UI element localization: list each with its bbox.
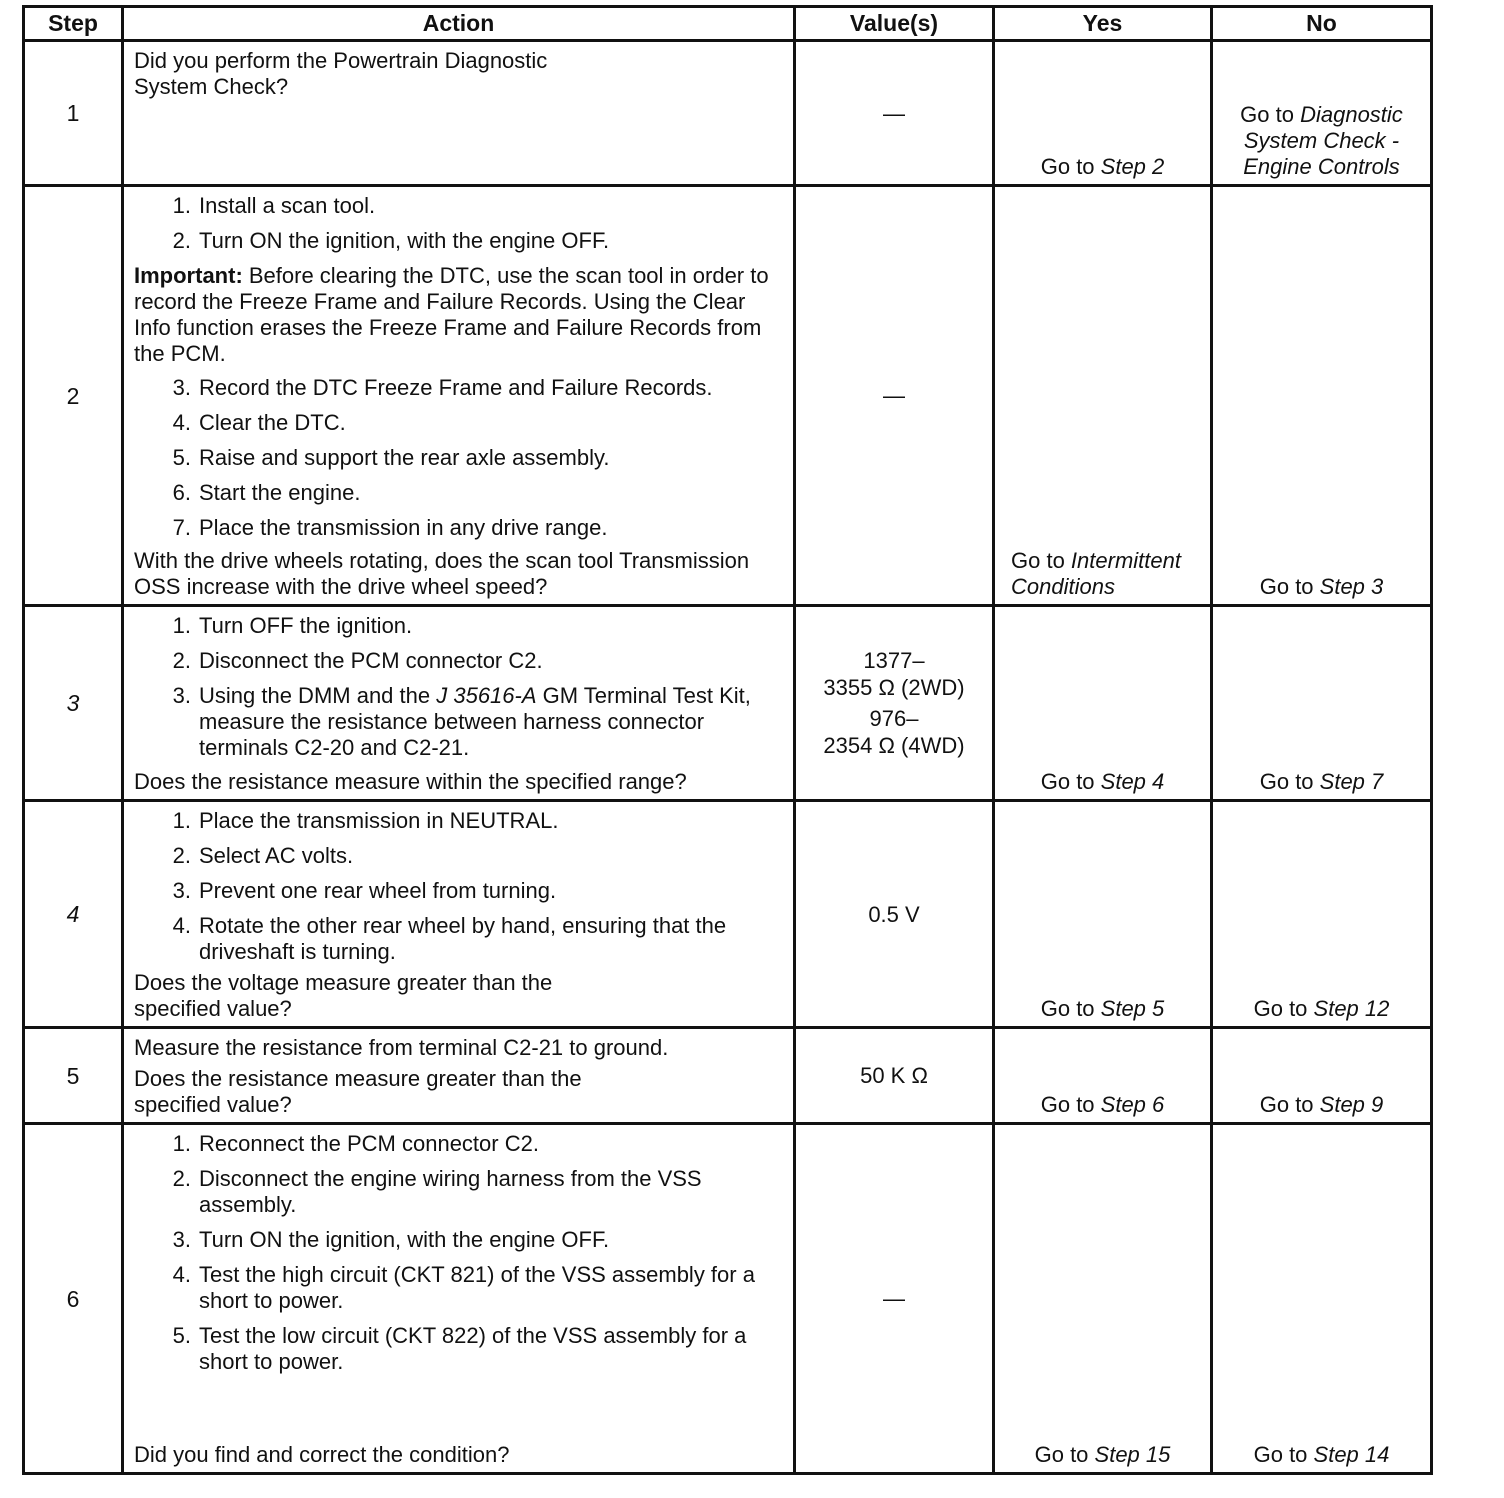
action-list-b — [134, 375, 785, 541]
list-item: 2. Turn ON the ignition, with the engine OFF. — [172, 228, 610, 253]
yes-cell — [994, 1124, 1212, 1474]
list-item: 3. Using the DMM and the J 35616-A GM Terminal Test Kit, measure the resistance between harness connector terminals C2-20 and C2-21. — [172, 683, 751, 760]
value-cell: — — [795, 186, 994, 606]
action-cell — [123, 801, 795, 1028]
list-item: 2. Disconnect the engine wiring harness from the VSS assembly. — [172, 1166, 702, 1217]
yes-step-link[interactable]: Step 2 — [1100, 154, 1165, 179]
no-cell — [1212, 1124, 1432, 1474]
yes-prefix: Go to — [1040, 769, 1101, 794]
list-item: 1. Install a scan tool. — [172, 193, 376, 218]
action-question: Does the resistance measure within the specified range? — [134, 769, 687, 794]
action-cell — [123, 1124, 795, 1474]
no-step-link[interactable]: Step 3 — [1319, 574, 1384, 599]
action-cell — [123, 41, 795, 186]
action-question: Does the voltage measure greater than the specified value? — [134, 970, 553, 1021]
action-question: Did you perform the Powertrain Diagnostic System Check? — [134, 48, 548, 99]
no-step-link[interactable]: Step 7 — [1319, 769, 1384, 794]
action-question: Does the resistance measure greater than the specified value? — [134, 1066, 582, 1117]
tool-number: J 35616-A — [436, 683, 537, 708]
step-number: 1 — [24, 41, 123, 186]
yes-cell — [994, 186, 1212, 606]
list-item: 2. Disconnect the PCM connector C2. — [172, 648, 543, 673]
list-item: 1. Turn OFF the ignition. — [172, 613, 413, 638]
action-list — [134, 613, 785, 761]
header-action: Action — [123, 7, 795, 41]
table-row-step-1 — [24, 41, 1432, 186]
action-cell — [123, 186, 795, 606]
table-row-step-3 — [24, 606, 1432, 801]
action-cell — [123, 1028, 795, 1124]
yes-cell — [994, 606, 1212, 801]
list-item: 4. Clear the DTC. — [172, 410, 346, 435]
no-prefix: Go to — [1259, 574, 1320, 599]
action-question: With the drive wheels rotating, does the scan tool Transmission OSS increase with the drive wheel speed? — [134, 548, 750, 599]
no-step-link[interactable]: Step 9 — [1319, 1092, 1384, 1117]
yes-step-link[interactable]: Step 6 — [1100, 1092, 1165, 1117]
table-row-step-2 — [24, 186, 1432, 606]
important-label: Important: — [134, 263, 243, 288]
no-cell — [1212, 801, 1432, 1028]
value-cell: — — [795, 1124, 994, 1474]
yes-cell — [994, 1028, 1212, 1124]
no-cell — [1212, 1028, 1432, 1124]
important-text: Before clearing the DTC, use the scan tool in order to record the Freeze Frame and Failure Records. Using the Clear Info function erases the Freeze Frame and Failure Records from the PCM. — [134, 263, 769, 366]
step-number: 2 — [24, 186, 123, 606]
step-number: 5 — [24, 1028, 123, 1124]
important-note — [134, 263, 774, 367]
action-cell — [123, 606, 795, 801]
action-question: Did you find and correct the condition? — [134, 1442, 510, 1467]
yes-cell — [994, 801, 1212, 1028]
yes-cell — [994, 41, 1212, 186]
yes-prefix: Go to — [1034, 1442, 1095, 1467]
list-item: 2. Select AC volts. — [172, 843, 354, 868]
no-step-link[interactable]: Diagnostic System Check - Engine Controls — [1243, 102, 1403, 179]
list-item: 4. Rotate the other rear wheel by hand, ensuring that the driveshaft is turning. — [172, 913, 727, 964]
list-item: 1. Place the transmission in NEUTRAL. — [172, 808, 559, 833]
list-item: 6. Start the engine. — [172, 480, 361, 505]
no-prefix: Go to — [1259, 1092, 1320, 1117]
list-item: 3. Record the DTC Freeze Frame and Failure Records. — [172, 375, 713, 400]
yes-step-link[interactable]: Step 5 — [1100, 996, 1165, 1021]
list-item: 3. Turn ON the ignition, with the engine OFF. — [172, 1227, 610, 1252]
yes-step-link[interactable]: Intermittent Conditions — [1011, 548, 1181, 599]
list-item: 4. Test the high circuit (CKT 821) of the VSS assembly for a short to power. — [172, 1262, 755, 1313]
step-number: 4 — [24, 801, 123, 1028]
no-cell — [1212, 606, 1432, 801]
no-prefix: Go to — [1253, 1442, 1314, 1467]
no-prefix: Go to — [1259, 769, 1320, 794]
list-item: 7. Place the transmission in any drive range. — [172, 515, 608, 540]
value-cell: 50 K Ω — [795, 1028, 994, 1124]
diagnostic-table — [22, 5, 1433, 1475]
yes-step-link[interactable]: Step 15 — [1094, 1442, 1171, 1467]
no-prefix: Go to — [1253, 996, 1314, 1021]
list-item: 3. Prevent one rear wheel from turning. — [172, 878, 557, 903]
yes-prefix: Go to — [1040, 996, 1101, 1021]
step-number: 6 — [24, 1124, 123, 1474]
header-no: No — [1212, 7, 1432, 41]
list-item: 5. Raise and support the rear axle assembly. — [172, 445, 610, 470]
header-row — [24, 7, 1432, 41]
no-step-link[interactable]: Step 12 — [1313, 996, 1390, 1021]
action-list-a — [134, 193, 785, 254]
no-prefix: Go to — [1240, 102, 1301, 127]
list-item: 5. Test the low circuit (CKT 822) of the VSS assembly for a short to power. — [172, 1323, 747, 1374]
value-cell: — — [795, 41, 994, 186]
header-step: Step — [24, 7, 123, 41]
no-cell — [1212, 186, 1432, 606]
yes-step-link[interactable]: Step 4 — [1100, 769, 1165, 794]
value-cell: 1377– 3355 Ω (2WD) 976– 2354 Ω (4WD) — [795, 606, 994, 801]
header-values: Value(s) — [795, 7, 994, 41]
list-item: 1. Reconnect the PCM connector C2. — [172, 1131, 539, 1156]
step-number: 3 — [24, 606, 123, 801]
action-instruction: Measure the resistance from terminal C2-21 to ground. — [134, 1035, 669, 1060]
action-list — [134, 1131, 785, 1375]
table-row-step-5 — [24, 1028, 1432, 1124]
table-row-step-6 — [24, 1124, 1432, 1474]
action-list — [134, 808, 785, 965]
yes-prefix: Go to — [1040, 154, 1101, 179]
no-cell — [1212, 41, 1432, 186]
yes-prefix: Go to — [1040, 1092, 1101, 1117]
yes-prefix: Go to — [1011, 548, 1071, 573]
header-yes: Yes — [994, 7, 1212, 41]
no-step-link[interactable]: Step 14 — [1313, 1442, 1390, 1467]
value-cell: 0.5 V — [795, 801, 994, 1028]
table-row-step-4 — [24, 801, 1432, 1028]
